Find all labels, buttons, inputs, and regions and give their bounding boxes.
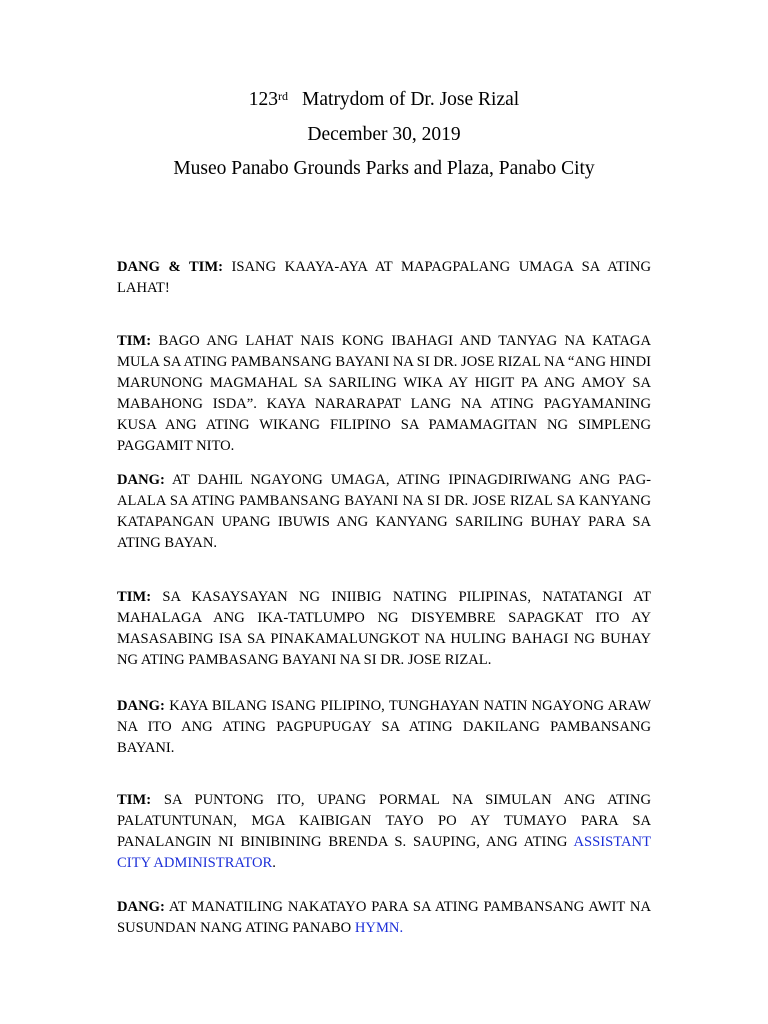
event-venue: Museo Panabo Grounds Parks and Plaza, Panabo City <box>173 158 595 179</box>
script-line <box>117 790 651 874</box>
line-text: KAYA BILANG ISANG PILIPINO, TUNGHAYAN NATIN NGAYONG ARAW NA ITO ANG ATING PAGPUPUGAY SA ATING DAKILANG PAMBANSANG BAYANI. <box>117 698 651 756</box>
speaker-label: TIM: <box>117 333 152 349</box>
assistant-city-administrator-link[interactable]: ASSISTANT CITY ADMINISTRATOR <box>117 834 651 871</box>
line-text: SA KASAYSAYAN NG INIIBIG NATING PILIPINAS, NATATANGI AT MAHALAGA ANG IKA-TATLUMPO NG DISYEMBRE SAPAGKAT ITO AY MASASABING ISA SA PINAKAMALUNGKOT NA HULING BAHAGI NG BUHAY NG ATING PAMBASANG BAYANI NA SI DR. JOSE RIZAL. <box>117 589 651 668</box>
event-date: December 30, 2019 <box>307 124 461 145</box>
speaker-label: TIM: <box>117 792 152 808</box>
script-line <box>117 470 651 554</box>
line-text: SA PUNTONG ITO, UPANG PORMAL NA SIMULAN ANG ATING PALATUNTUNAN, MGA KAIBIGAN TAYO PO AY TUMAYO PARA SA PANALANGIN NI BINIBINING BRENDA S. SAUPING, ANG ATING <box>117 792 651 850</box>
speaker-label: DANG: <box>117 698 165 714</box>
speaker-label: TIM: <box>117 589 152 605</box>
event-ordinal-number: 123 <box>248 89 279 110</box>
line-text: BAGO ANG LAHAT NAIS KONG IBAHAGI AND TANYAG NA KATAGA MULA SA ATING PAMBANSANG BAYANI NA SI DR. JOSE RIZAL NA “ANG HINDI MARUNONG MAGMAHAL SA SARILING WIKA AY HIGIT PA ANG AMOY SA MABAHONG ISDA”. KAYA NARARAPAT LANG NA ATING PAGYAMANING KUSA ANG ATING WIKANG FILIPINO SA PAMAMAGITAN NG SIMPLENG PAGGAMIT NITO. <box>117 333 651 454</box>
event-ordinal-suffix: rd <box>278 89 289 103</box>
speaker-label: DANG & TIM: <box>117 259 223 275</box>
speaker-label: DANG: <box>117 899 165 915</box>
event-title <box>0 88 768 112</box>
script-line <box>117 897 651 939</box>
line-text-end: . <box>272 855 276 871</box>
speaker-label: DANG: <box>117 472 165 488</box>
hymn-link[interactable]: HYMN. <box>354 920 404 936</box>
script-line <box>117 587 651 671</box>
line-text: ISANG KAAYA-AYA AT MAPAGPALANG UMAGA SA ATING LAHAT! <box>117 259 651 296</box>
script-line <box>117 257 651 299</box>
script-line <box>117 331 651 457</box>
line-text: AT DAHIL NGAYONG UMAGA, ATING IPINAGDIRIWANG ANG PAG-ALALA SA ATING PAMBANSANG BAYANI NA SI DR. JOSE RIZAL SA KANYANG KATAPANGAN UPANG IBUWIS ANG KANYANG SARILING BUHAY PARA SA ATING BAYAN. <box>117 472 651 551</box>
line-text: AT MANATILING NAKATAYO PARA SA ATING PAMBANSANG AWIT NA SUSUNDAN NANG ATING PANABO <box>117 899 651 936</box>
event-title-text: Matrydom of Dr. Jose Rizal <box>302 89 520 110</box>
script-line <box>117 696 651 759</box>
